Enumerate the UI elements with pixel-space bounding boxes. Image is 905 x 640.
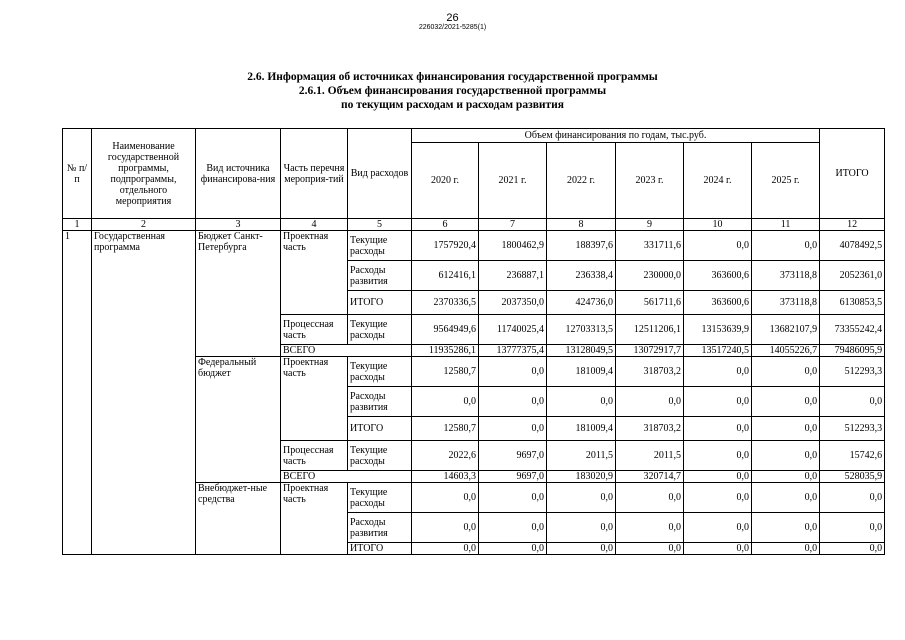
value-cell: 373118,8	[752, 291, 820, 315]
page-number: 26	[446, 12, 459, 24]
financing-table	[62, 128, 885, 555]
value-cell: 0,0	[616, 513, 684, 543]
value-cell: 0,0	[684, 441, 752, 471]
value-cell: 0,0	[820, 543, 885, 555]
value-cell: 512293,3	[820, 357, 885, 387]
value-cell: 0,0	[684, 387, 752, 417]
vsego-label: ВСЕГО	[281, 471, 412, 483]
value-cell: 0,0	[547, 483, 616, 513]
value-cell: 373118,8	[752, 261, 820, 291]
expense-itogo: ИТОГО	[348, 543, 412, 555]
header-year: 2023 г.	[616, 143, 684, 219]
column-number: 9	[616, 219, 684, 231]
column-number: 4	[281, 219, 348, 231]
header-source: Вид источника финансирова-ния	[196, 129, 281, 219]
value-cell: 0,0	[479, 543, 547, 555]
expense-current: Текущие расходы	[348, 231, 412, 261]
value-cell: 0,0	[752, 357, 820, 387]
value-cell: 15742,6	[820, 441, 885, 471]
value-cell: 230000,0	[616, 261, 684, 291]
value-cell: 612416,1	[412, 261, 479, 291]
column-number: 11	[752, 219, 820, 231]
value-cell: 13682107,9	[752, 315, 820, 345]
part-project: Проектная часть	[281, 357, 348, 441]
header-num: № п/п	[63, 129, 92, 219]
value-cell: 0,0	[752, 543, 820, 555]
program-name: Государственная программа	[92, 231, 196, 555]
value-cell: 13128049,5	[547, 345, 616, 357]
value-cell: 13072917,7	[616, 345, 684, 357]
header-year: 2021 г.	[479, 143, 547, 219]
value-cell: 12580,7	[412, 357, 479, 387]
value-cell: 318703,2	[616, 417, 684, 441]
value-cell: 0,0	[684, 417, 752, 441]
value-cell: 0,0	[752, 513, 820, 543]
expense-development: Расходы развития	[348, 387, 412, 417]
value-cell: 0,0	[479, 387, 547, 417]
value-cell: 2037350,0	[479, 291, 547, 315]
value-cell: 0,0	[684, 357, 752, 387]
value-cell: 9697,0	[479, 471, 547, 483]
column-number: 8	[547, 219, 616, 231]
value-cell: 183020,9	[547, 471, 616, 483]
value-cell: 14603,3	[412, 471, 479, 483]
column-numbers-row	[63, 219, 885, 231]
table-row	[63, 231, 885, 261]
value-cell: 13777375,4	[479, 345, 547, 357]
value-cell: 1757920,4	[412, 231, 479, 261]
value-cell: 236887,1	[479, 261, 547, 291]
value-cell: 12511206,1	[616, 315, 684, 345]
funding-source: Бюджет Санкт-Петербурга	[196, 231, 281, 357]
value-cell: 424736,0	[547, 291, 616, 315]
value-cell: 0,0	[412, 543, 479, 555]
part-project: Проектная часть	[281, 231, 348, 315]
column-number: 5	[348, 219, 412, 231]
value-cell: 528035,9	[820, 471, 885, 483]
column-number: 1	[63, 219, 92, 231]
header-year: 2022 г.	[547, 143, 616, 219]
value-cell: 11740025,4	[479, 315, 547, 345]
column-number: 10	[684, 219, 752, 231]
value-cell: 181009,4	[547, 357, 616, 387]
header-total: ИТОГО	[820, 129, 885, 219]
value-cell: 0,0	[616, 483, 684, 513]
value-cell: 0,0	[616, 387, 684, 417]
value-cell: 0,0	[479, 483, 547, 513]
title-line-2: 2.6.1. Объем финансирования государственной программы	[298, 85, 607, 97]
value-cell: 0,0	[752, 231, 820, 261]
column-number: 3	[196, 219, 281, 231]
expense-itogo: ИТОГО	[348, 417, 412, 441]
part-project: Проектная часть	[281, 483, 348, 555]
value-cell: 73355242,4	[820, 315, 885, 345]
value-cell: 0,0	[752, 387, 820, 417]
value-cell: 0,0	[820, 513, 885, 543]
value-cell: 0,0	[752, 471, 820, 483]
column-number: 7	[479, 219, 547, 231]
value-cell: 0,0	[412, 387, 479, 417]
value-cell: 2011,5	[616, 441, 684, 471]
row-number: 1	[63, 231, 92, 555]
value-cell: 0,0	[412, 483, 479, 513]
section-title	[0, 70, 905, 112]
part-process: Процессная часть	[281, 315, 348, 345]
part-process: Процессная часть	[281, 441, 348, 471]
value-cell: 14055226,7	[752, 345, 820, 357]
column-number: 2	[92, 219, 196, 231]
value-cell: 2022,6	[412, 441, 479, 471]
value-cell: 0,0	[547, 387, 616, 417]
value-cell: 13153639,9	[684, 315, 752, 345]
title-line-1: 2.6. Информация об источниках финансирования государственной программы	[247, 71, 658, 83]
value-cell: 0,0	[684, 471, 752, 483]
expense-development: Расходы развития	[348, 261, 412, 291]
expense-current: Текущие расходы	[348, 483, 412, 513]
value-cell: 0,0	[412, 513, 479, 543]
value-cell: 363600,6	[684, 261, 752, 291]
value-cell: 0,0	[684, 483, 752, 513]
value-cell: 0,0	[752, 441, 820, 471]
value-cell: 13517240,5	[684, 345, 752, 357]
value-cell: 188397,6	[547, 231, 616, 261]
expense-current: Текущие расходы	[348, 441, 412, 471]
value-cell: 0,0	[752, 417, 820, 441]
document-number: 226032/2021-5285(1)	[418, 24, 487, 31]
value-cell: 79486095,9	[820, 345, 885, 357]
value-cell: 561711,6	[616, 291, 684, 315]
column-number: 12	[820, 219, 885, 231]
header-year: 2020 г.	[412, 143, 479, 219]
value-cell: 0,0	[820, 483, 885, 513]
value-cell: 2052361,0	[820, 261, 885, 291]
value-cell: 12580,7	[412, 417, 479, 441]
value-cell: 236338,4	[547, 261, 616, 291]
value-cell: 0,0	[820, 387, 885, 417]
vsego-label: ВСЕГО	[281, 345, 412, 357]
value-cell: 0,0	[479, 417, 547, 441]
value-cell: 9697,0	[479, 441, 547, 471]
value-cell: 2370336,5	[412, 291, 479, 315]
value-cell: 0,0	[479, 357, 547, 387]
value-cell: 181009,4	[547, 417, 616, 441]
title-line-3: по текущим расходам и расходам развития	[340, 99, 565, 111]
column-number: 6	[412, 219, 479, 231]
value-cell: 9564949,6	[412, 315, 479, 345]
value-cell: 4078492,5	[820, 231, 885, 261]
funding-source: Внебюджет-ные средства	[196, 483, 281, 555]
value-cell: 11935286,1	[412, 345, 479, 357]
expense-itogo: ИТОГО	[348, 291, 412, 315]
header-year: 2025 г.	[752, 143, 820, 219]
header-name: Наименование государственной программы, подпрограммы, отдельного мероприятия	[92, 129, 196, 219]
expense-current: Текущие расходы	[348, 357, 412, 387]
expense-development: Расходы развития	[348, 513, 412, 543]
value-cell: 6130853,5	[820, 291, 885, 315]
value-cell: 0,0	[752, 483, 820, 513]
value-cell: 0,0	[684, 513, 752, 543]
value-cell: 0,0	[479, 513, 547, 543]
funding-source: Федеральный бюджет	[196, 357, 281, 483]
value-cell: 512293,3	[820, 417, 885, 441]
header-expense-type: Вид расходов	[348, 129, 412, 219]
header-volume: Объем финансирования по годам, тыс.руб.	[412, 129, 820, 143]
header-year: 2024 г.	[684, 143, 752, 219]
value-cell: 1800462,9	[479, 231, 547, 261]
header-part: Часть перечня мероприя-тий	[281, 129, 348, 219]
value-cell: 0,0	[547, 543, 616, 555]
value-cell: 0,0	[684, 231, 752, 261]
value-cell: 2011,5	[547, 441, 616, 471]
value-cell: 0,0	[684, 543, 752, 555]
value-cell: 12703313,5	[547, 315, 616, 345]
value-cell: 331711,6	[616, 231, 684, 261]
value-cell: 320714,7	[616, 471, 684, 483]
value-cell: 0,0	[547, 513, 616, 543]
value-cell: 0,0	[616, 543, 684, 555]
value-cell: 318703,2	[616, 357, 684, 387]
value-cell: 363600,6	[684, 291, 752, 315]
expense-current: Текущие расходы	[348, 315, 412, 345]
